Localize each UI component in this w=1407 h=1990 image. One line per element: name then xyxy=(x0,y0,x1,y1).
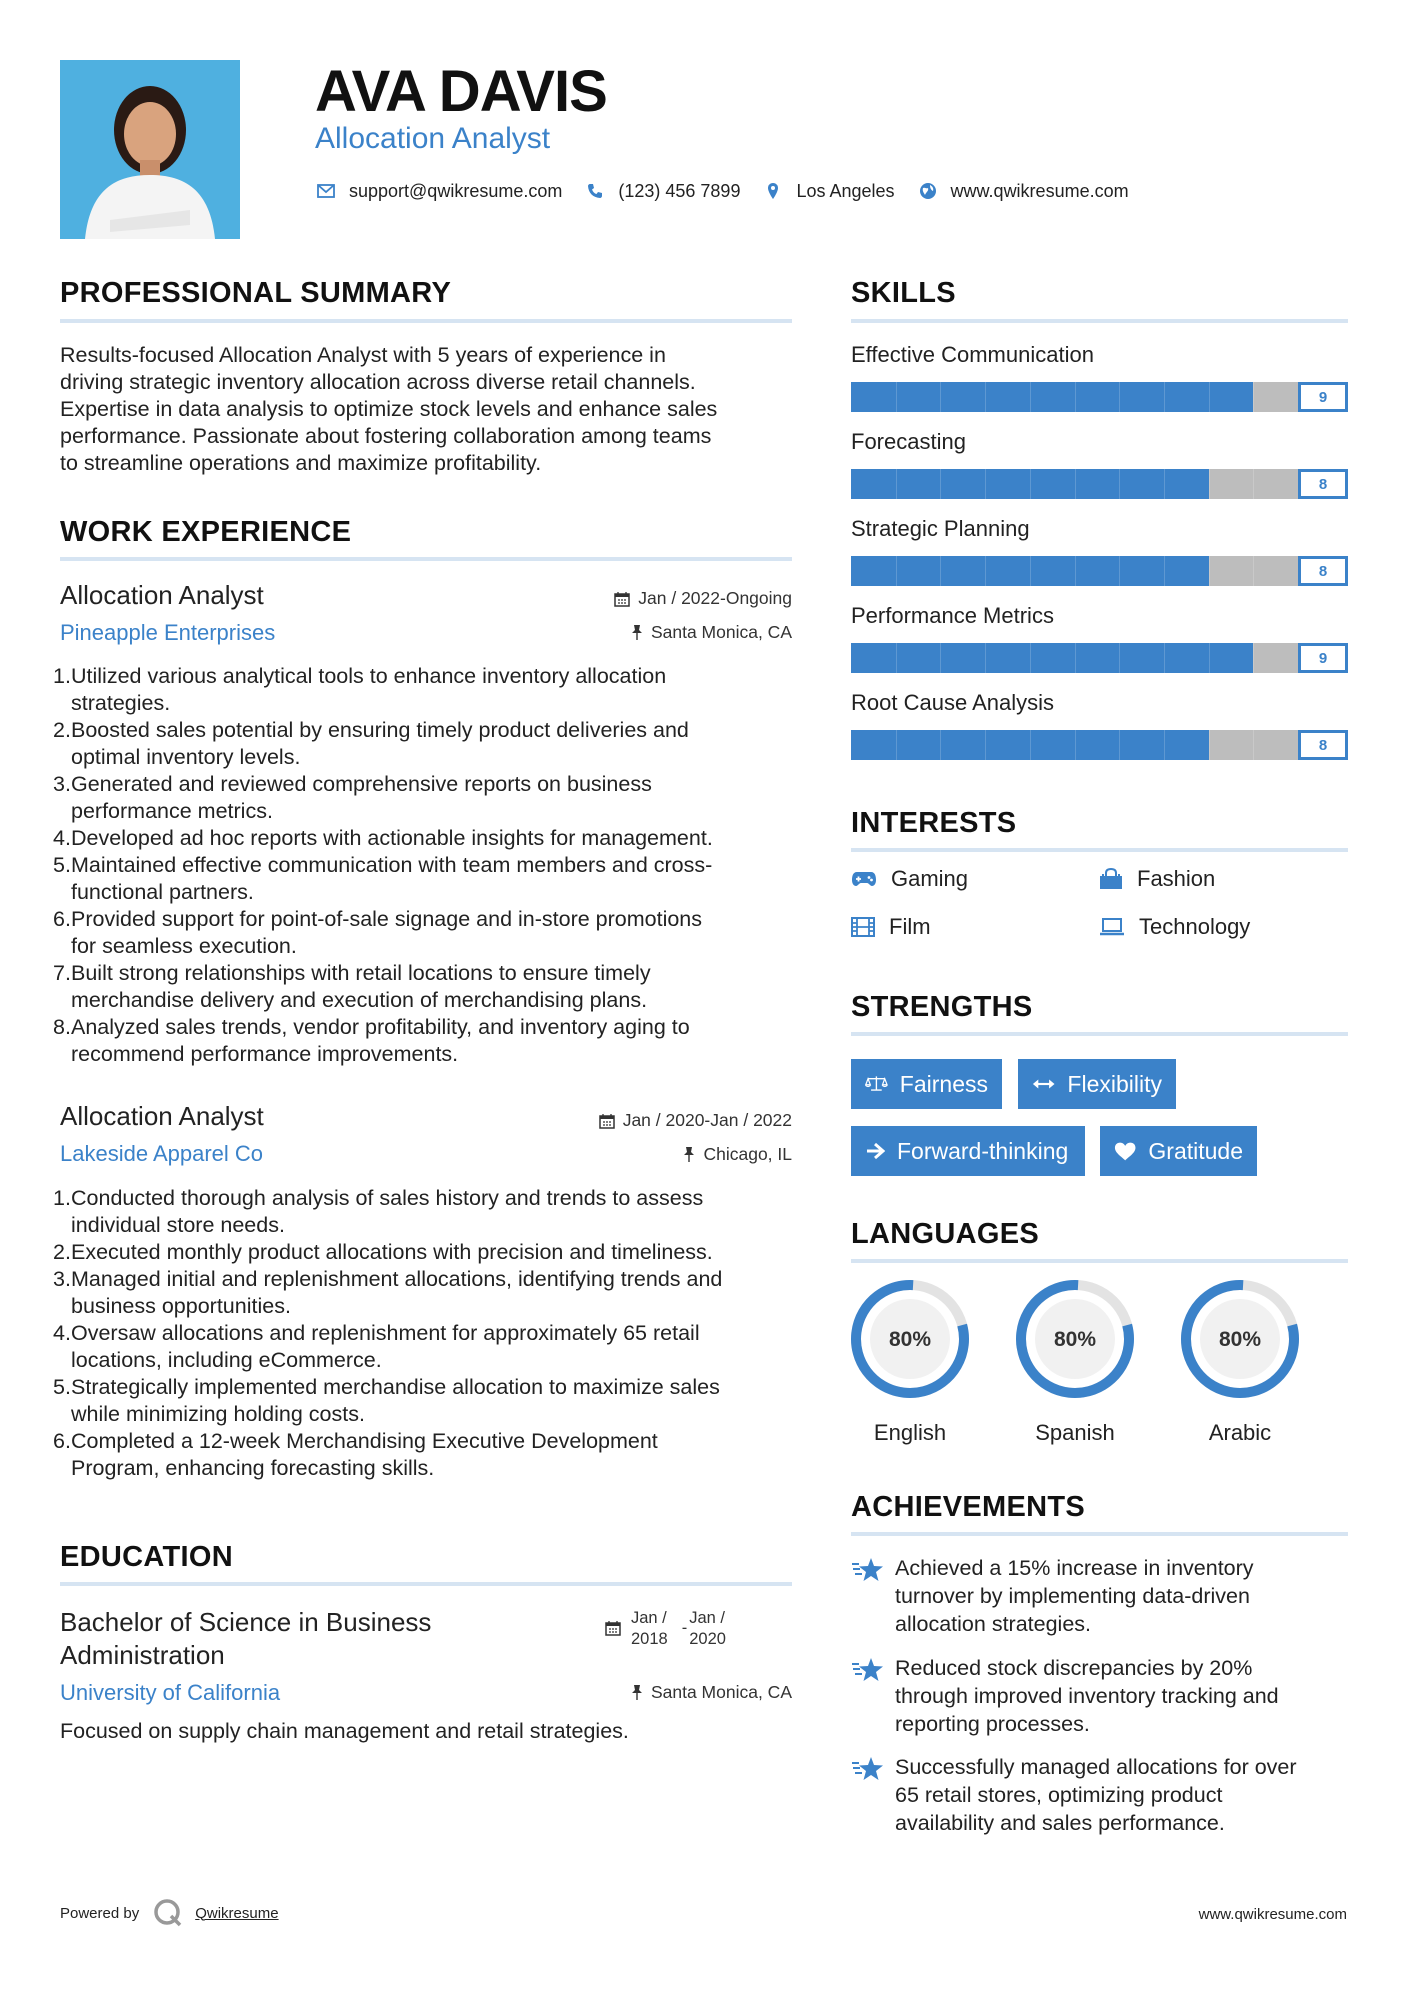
skill-bar-tick xyxy=(985,643,986,673)
list-item: 5. Strategically implemented merchandise allocation to maximize sales while minimizing holding costs. xyxy=(53,1375,720,1426)
contact-email[interactable]: support@qwikresume.com xyxy=(349,180,563,201)
star-icon xyxy=(851,1556,885,1584)
language-item xyxy=(1178,1277,1302,1446)
skill-label: Strategic Planning xyxy=(851,516,1030,541)
list-item: 2. Executed monthly product allocations with precision and timeliness. xyxy=(53,1240,713,1264)
skill-bar-tick xyxy=(1253,469,1254,499)
skill-bar-tick xyxy=(1209,730,1210,760)
list-item: 4. Oversaw allocations and replenishment for approximately 65 retail locations, including eCommerce. xyxy=(53,1321,700,1372)
job-dates xyxy=(500,588,792,609)
phone-icon xyxy=(584,180,606,202)
skill-bar-tick xyxy=(1253,643,1254,673)
achievement-text xyxy=(895,1554,1350,1638)
interest-technology xyxy=(1099,914,1250,940)
achievement-line: allocation strategies. xyxy=(895,1612,1091,1636)
summary-rule xyxy=(60,319,792,323)
skill-label: Performance Metrics xyxy=(851,603,1054,628)
education-description: Focused on supply chain management and retail strategies. xyxy=(60,1719,629,1743)
achievement-line: through improved inventory tracking and xyxy=(895,1684,1279,1708)
list-item: 1. Conducted thorough analysis of sales history and trends to assess individual store needs. xyxy=(53,1186,704,1237)
interest-film xyxy=(851,914,931,940)
laptop-icon xyxy=(1099,918,1125,936)
degree-line: Administration xyxy=(60,1640,225,1670)
skill-bar-tick xyxy=(985,556,986,586)
skill-bar-tick xyxy=(940,556,941,586)
achievement-line: Reduced stock discrepancies by 20% xyxy=(895,1656,1253,1680)
skill-bar-tick xyxy=(1164,469,1165,499)
skill-bar-tick xyxy=(1253,556,1254,586)
handbag-icon xyxy=(1099,868,1123,890)
school-name: University of California xyxy=(60,1680,281,1705)
interest-label: Film xyxy=(889,914,931,939)
footer-website[interactable]: www.qwikresume.com xyxy=(1198,1906,1347,1923)
language-item xyxy=(1013,1277,1137,1446)
contact-location: Los Angeles xyxy=(796,180,895,201)
skill-bar-tick xyxy=(1164,643,1165,673)
list-item: 3. Managed initial and replenishment allocations, identifying trends and business opportunities. xyxy=(53,1267,723,1318)
skill-label: Root Cause Analysis xyxy=(851,690,1054,715)
skill-score-badge: 9 xyxy=(1298,643,1348,673)
skill-bar-tick xyxy=(1075,382,1076,412)
skill-bar xyxy=(851,730,1348,760)
calendar-icon xyxy=(605,1620,621,1636)
achievement-text xyxy=(895,1654,1350,1738)
skill-score-badge: 8 xyxy=(1298,730,1348,760)
list-item: 7. Built strong relationships with retail locations to ensure timely merchandise delivery and execution of merchandising plans. xyxy=(53,961,651,1012)
education-dates xyxy=(605,1608,726,1650)
education-date-dash: - xyxy=(681,1619,688,1637)
strengths-heading: STRENGTHS xyxy=(851,991,1033,1023)
job-location-text: Chicago, IL xyxy=(703,1144,792,1164)
star-icon xyxy=(851,1755,885,1783)
skill-bar-tick xyxy=(940,730,941,760)
job-company: Pineapple Enterprises xyxy=(60,620,276,645)
job-dates xyxy=(500,1110,792,1131)
job-title: Allocation Analyst xyxy=(60,580,264,610)
skill-bar-tick xyxy=(1030,556,1031,586)
list-item: 5. Maintained effective communication with team members and cross- functional partners. xyxy=(53,853,713,904)
achievement-line: 65 retail stores, optimizing product xyxy=(895,1783,1223,1807)
list-item: 2. Boosted sales potential by ensuring timely product deliveries and optimal inventory levels. xyxy=(53,718,689,769)
skill-bar-fill xyxy=(851,643,1253,673)
list-item: 6. Provided support for point-of-sale signage and in-store promotions for seamless execution. xyxy=(53,907,703,958)
language-percent: 80% xyxy=(888,1328,932,1351)
language-name: Spanish xyxy=(1035,1420,1115,1445)
arrow-right-icon xyxy=(865,1142,885,1160)
degree-line: Bachelor of Science in Business xyxy=(60,1607,432,1637)
job-title: Allocation Analyst xyxy=(60,1101,264,1131)
strength-fairness xyxy=(851,1059,1002,1109)
skill-bar-tick xyxy=(1119,730,1120,760)
summary-line: driving strategic inventory allocation across diverse retail channels. xyxy=(60,370,696,394)
skill-bar-tick xyxy=(1030,730,1031,760)
language-name: English xyxy=(873,1420,947,1445)
calendar-icon xyxy=(614,591,630,607)
interest-fashion xyxy=(1099,866,1215,892)
star-icon xyxy=(851,1656,885,1684)
skill-bar-tick xyxy=(1164,382,1165,412)
language-percent: 80% xyxy=(1218,1328,1262,1351)
skill-bar-tick xyxy=(1164,556,1165,586)
skill-bar-tick xyxy=(896,730,897,760)
skill-score-badge: 9 xyxy=(1298,382,1348,412)
skill-bar-fill xyxy=(851,382,1253,412)
skill-bar-tick xyxy=(940,469,941,499)
skill-score-badge: 8 xyxy=(1298,469,1348,499)
skill-bar xyxy=(851,643,1348,673)
skill-bar-tick xyxy=(896,469,897,499)
education-location-text: Santa Monica, CA xyxy=(650,1682,792,1702)
list-item: 6. Completed a 12-week Merchandising Executive Development Program, enhancing forecasting skills. xyxy=(53,1429,658,1480)
strength-forward-thinking xyxy=(851,1126,1085,1176)
skill-bar-tick xyxy=(1209,382,1210,412)
heart-icon xyxy=(1114,1141,1136,1162)
contact-phone[interactable]: (123) 456 7899 xyxy=(618,180,741,201)
contact-bar xyxy=(315,178,1151,204)
pushpin-icon xyxy=(631,1684,643,1701)
skill-bar-tick xyxy=(1075,643,1076,673)
skill-bar-tick xyxy=(896,382,897,412)
skill-bar-tick xyxy=(1119,643,1120,673)
skill-bar-tick xyxy=(940,382,941,412)
email-icon xyxy=(315,180,337,202)
skill-bar-tick xyxy=(1075,469,1076,499)
education-heading: EDUCATION xyxy=(60,1541,233,1573)
skill-bar-tick xyxy=(1119,556,1120,586)
language-progress-ring xyxy=(1013,1277,1137,1401)
language-item xyxy=(848,1277,972,1446)
skill-bar-tick xyxy=(1075,556,1076,586)
education-rule xyxy=(60,1582,792,1586)
job-location xyxy=(500,1144,792,1165)
job-company: Lakeside Apparel Co xyxy=(60,1141,264,1166)
list-item: 4. Developed ad hoc reports with actionable insights for management. xyxy=(53,826,713,850)
achievement-line: reporting processes. xyxy=(895,1712,1090,1736)
interest-label: Fashion xyxy=(1137,866,1216,891)
skills-heading: SKILLS xyxy=(851,277,956,309)
interest-gaming xyxy=(851,866,968,892)
list-item: 1. Utilized various analytical tools to enhance inventory allocation strategies. xyxy=(53,664,667,715)
interests-heading: INTERESTS xyxy=(851,807,1017,839)
scale-icon xyxy=(865,1073,888,1095)
calendar-icon xyxy=(599,1113,615,1129)
skill-bar-tick xyxy=(1075,730,1076,760)
achievements-rule xyxy=(851,1532,1348,1536)
strength-label: Forward-thinking xyxy=(897,1137,1069,1164)
achievement-line: Achieved a 15% increase in inventory xyxy=(895,1556,1254,1580)
skill-score-badge: 8 xyxy=(1298,556,1348,586)
skill-bar-tick xyxy=(1209,469,1210,499)
degree-title xyxy=(60,1606,431,1672)
job-bullets xyxy=(53,663,798,1068)
list-item: 3. Generated and reviewed comprehensive reports on business performance metrics. xyxy=(53,772,652,823)
skill-bar-tick xyxy=(1119,469,1120,499)
skill-bar-tick xyxy=(1119,382,1120,412)
job-bullets xyxy=(53,1185,798,1482)
location-pin-icon xyxy=(762,180,784,202)
summary-text xyxy=(60,342,800,477)
skill-bar-tick xyxy=(940,643,941,673)
summary-line: Expertise in data analysis to optimize stock levels and enhance sales xyxy=(60,397,718,421)
candidate-name: AVA DAVIS xyxy=(315,59,607,124)
skill-label: Forecasting xyxy=(851,429,966,454)
achievement-line: availability and sales performance. xyxy=(895,1811,1225,1835)
qwikresume-logo-icon xyxy=(153,1898,183,1928)
skill-bar-tick xyxy=(1253,382,1254,412)
education-location xyxy=(500,1682,792,1703)
skill-bar-tick xyxy=(985,730,986,760)
skill-bar-tick xyxy=(1030,643,1031,673)
skill-bar-tick xyxy=(896,556,897,586)
skill-bar xyxy=(851,382,1348,412)
skill-bar xyxy=(851,556,1348,586)
strengths-rule xyxy=(851,1032,1348,1036)
interest-label: Technology xyxy=(1139,914,1251,939)
skill-bar-tick xyxy=(1209,643,1210,673)
interests-rule xyxy=(851,848,1348,852)
summary-line: to streamline operations and maximize profitability. xyxy=(60,451,542,475)
skills-rule xyxy=(851,319,1348,323)
job-dates-text: Jan / 2022-Ongoing xyxy=(638,588,792,608)
education-end-year: 2020 xyxy=(689,1630,726,1648)
gamepad-icon xyxy=(851,871,877,887)
language-progress-ring xyxy=(1178,1277,1302,1401)
skill-bar xyxy=(851,469,1348,499)
achievement-text xyxy=(895,1753,1350,1837)
skill-bar-tick xyxy=(1253,730,1254,760)
education-start-year: 2018 xyxy=(631,1630,668,1648)
pushpin-icon xyxy=(683,1146,695,1163)
skill-bar-tick xyxy=(896,643,897,673)
languages-rule xyxy=(851,1259,1348,1263)
arrows-horizontal-icon xyxy=(1032,1077,1055,1091)
contact-website[interactable]: www.qwikresume.com xyxy=(950,180,1129,201)
education-start-month: Jan / xyxy=(631,1609,667,1627)
summary-heading: PROFESSIONAL SUMMARY xyxy=(60,277,452,309)
skill-bar-tick xyxy=(985,469,986,499)
summary-line: Results-focused Allocation Analyst with 5 years of experience in xyxy=(60,343,666,367)
languages-heading: LANGUAGES xyxy=(851,1218,1039,1250)
experience-rule xyxy=(60,557,792,561)
experience-heading: WORK EXPERIENCE xyxy=(60,516,352,548)
strength-label: Gratitude xyxy=(1148,1137,1243,1164)
skill-bar-tick xyxy=(1030,382,1031,412)
film-icon xyxy=(851,917,875,937)
interest-label: Gaming xyxy=(891,866,969,891)
achievement-line: Successfully managed allocations for over xyxy=(895,1755,1297,1779)
skill-bar-tick xyxy=(1030,469,1031,499)
skill-bar-tick xyxy=(1209,556,1210,586)
globe-icon xyxy=(917,180,939,202)
summary-line: performance. Passionate about fostering collaboration among teams xyxy=(60,424,712,448)
skill-label: Effective Communication xyxy=(851,342,1094,367)
job-location-text: Santa Monica, CA xyxy=(650,622,792,642)
strength-label: Fairness xyxy=(899,1070,988,1097)
footer-brand-link[interactable]: Qwikresume xyxy=(195,1904,279,1922)
footer-powered-label: Powered by xyxy=(60,1904,140,1922)
job-location xyxy=(500,622,792,643)
achievement-line: turnover by implementing data-driven xyxy=(895,1584,1250,1608)
candidate-role: Allocation Analyst xyxy=(315,122,551,155)
strength-flexibility xyxy=(1018,1059,1176,1109)
profile-photo xyxy=(60,60,240,239)
list-item: 8. Analyzed sales trends, vendor profitability, and inventory aging to recommend performance improvements. xyxy=(53,1015,690,1066)
achievements-heading: ACHIEVEMENTS xyxy=(851,1491,1086,1523)
skill-bar-tick xyxy=(985,382,986,412)
skill-bar-tick xyxy=(1164,730,1165,760)
pushpin-icon xyxy=(631,624,643,641)
language-name: Arabic xyxy=(1208,1420,1272,1445)
strength-gratitude xyxy=(1100,1126,1257,1176)
language-progress-ring xyxy=(848,1277,972,1401)
job-dates-text: Jan / 2020-Jan / 2022 xyxy=(622,1110,792,1130)
education-end-month: Jan / xyxy=(689,1609,725,1627)
strength-label: Flexibility xyxy=(1067,1070,1162,1097)
language-percent: 80% xyxy=(1053,1328,1097,1351)
footer-powered xyxy=(60,1898,279,1928)
